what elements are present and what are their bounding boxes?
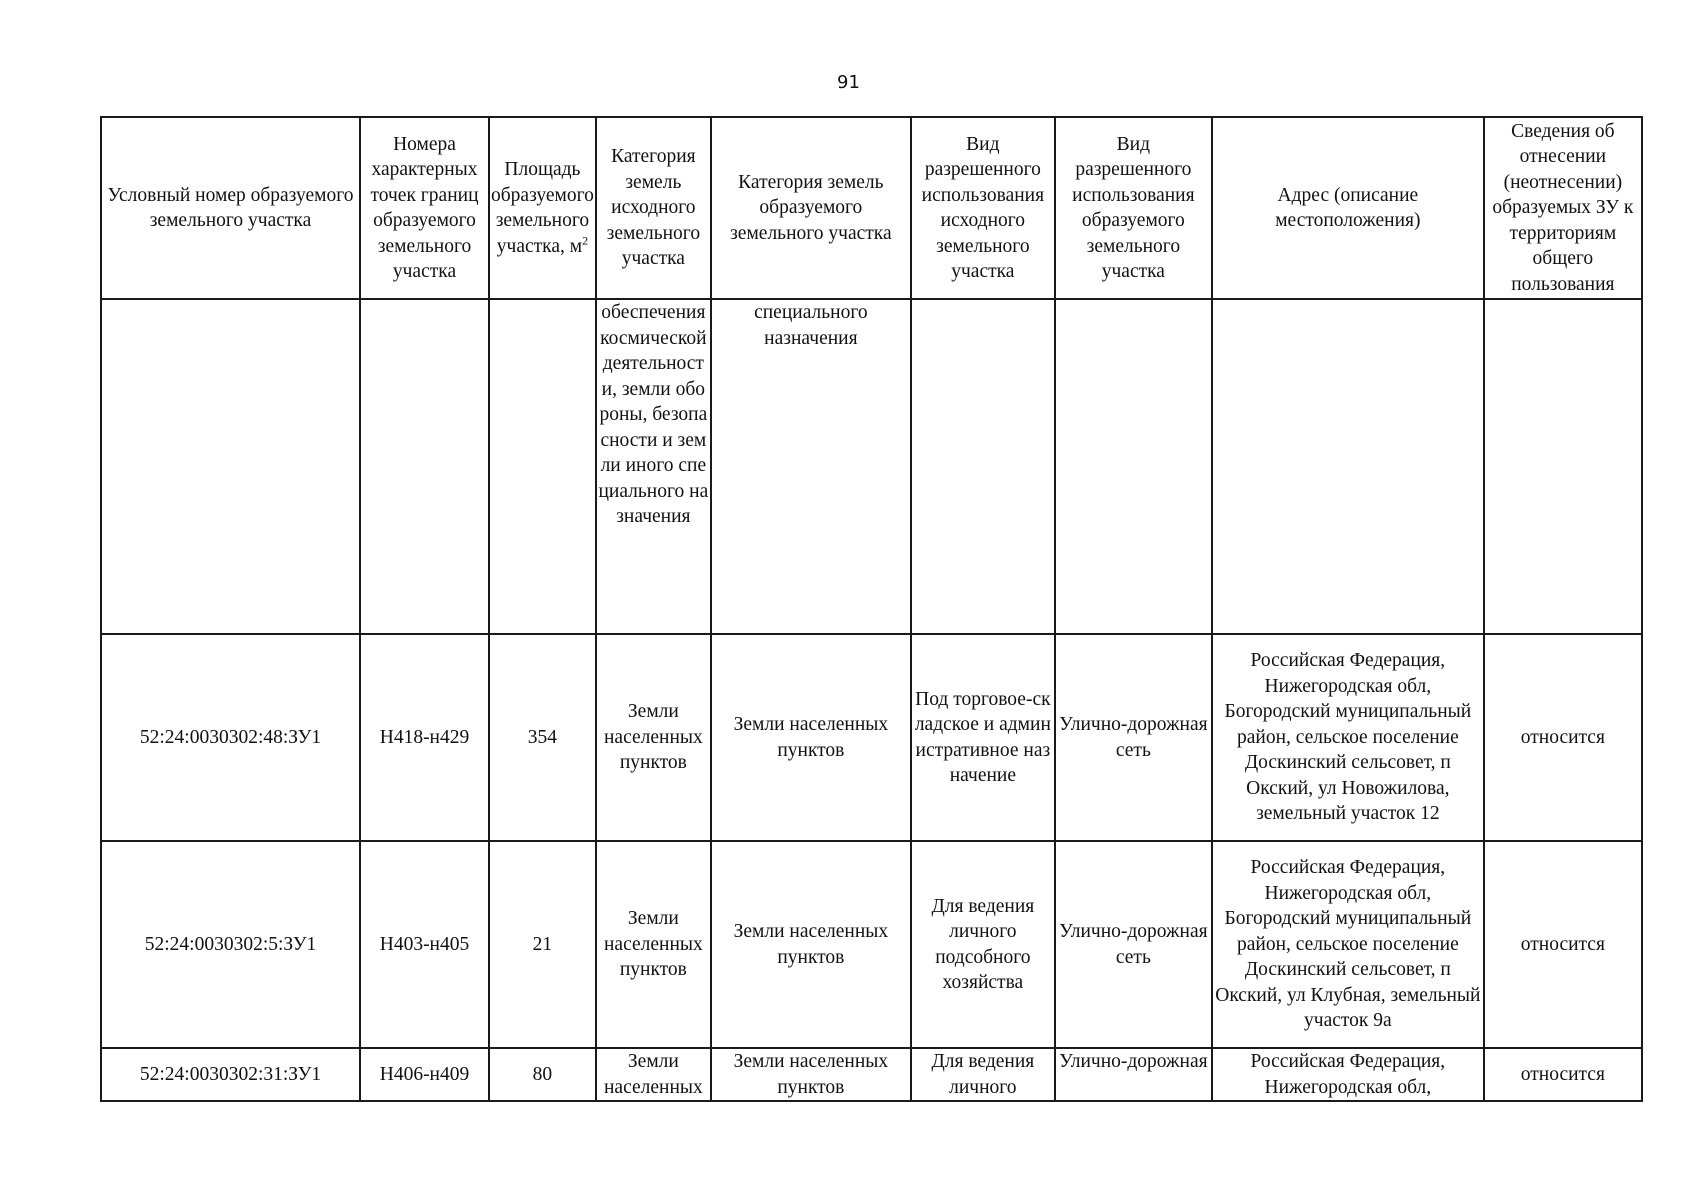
table-row (101, 634, 1642, 841)
cell-address (1212, 299, 1484, 634)
cell-target-category: специального назначения (711, 299, 911, 634)
area-unit-exponent: 2 (582, 233, 589, 247)
cell-boundary-points: Н403-н405 (360, 841, 489, 1048)
header-plot-number: Условный номер образуемого земельного участка (101, 117, 360, 299)
cell-source-use: Для ведения личного (911, 1048, 1055, 1101)
cell-source-category: Земли населенных пунктов (596, 634, 711, 841)
cell-target-category: Земли населенных пунктов (711, 1048, 911, 1101)
cell-plot-number: 52:24:0030302:31:ЗУ1 (101, 1048, 360, 1101)
header-public-use: Сведения об отнесении (неотнесении) образуемых ЗУ к территориям общего пользования (1484, 117, 1642, 299)
cell-source-category: Земли населенных пунктов (596, 841, 711, 1048)
cell-plot-number: 52:24:0030302:5:ЗУ1 (101, 841, 360, 1048)
table-row (101, 841, 1642, 1048)
cell-source-use: Для ведения личного подсобного хозяйства (911, 841, 1055, 1048)
table-row-continuation (101, 299, 1642, 634)
header-target-use: Вид разрешенного использования образуемого земельного участка (1055, 117, 1212, 299)
cell-plot-number (101, 299, 360, 634)
header-source-use: Вид разрешенного использования исходного земельного участка (911, 117, 1055, 299)
cell-target-use (1055, 299, 1212, 634)
cell-boundary-points (360, 299, 489, 634)
cell-address: Российская Федерация, Нижегородская обл, (1212, 1048, 1484, 1101)
cell-plot-number: 52:24:0030302:48:ЗУ1 (101, 634, 360, 841)
cell-address: Российская Федерация, Нижегородская обл, Богородский муниципальный район, сельское поселение Доскинский сельсовет, п Окский, ул Новожилова, земельный участок 12 (1212, 634, 1484, 841)
header-boundary-points: Номера характерных точек границ образуемого земельного участка (360, 117, 489, 299)
cell-public-use: относится (1484, 1048, 1642, 1101)
cell-area: 354 (489, 634, 596, 841)
cell-boundary-points: Н406-н409 (360, 1048, 489, 1101)
cell-boundary-points: Н418-н429 (360, 634, 489, 841)
table-row (101, 1048, 1642, 1101)
cell-source-use: Под торговое-складское и административное назначение (911, 634, 1055, 841)
table-header-row (101, 117, 1642, 299)
cell-target-category: Земли населенных пунктов (711, 841, 911, 1048)
cell-public-use: относится (1484, 634, 1642, 841)
cell-area (489, 299, 596, 634)
page-number: 91 (837, 72, 860, 93)
cell-target-use: Улично-дорожная (1055, 1048, 1212, 1101)
cell-area: 21 (489, 841, 596, 1048)
cell-area: 80 (489, 1048, 596, 1101)
cell-target-category: Земли населенных пунктов (711, 634, 911, 841)
cell-source-category: обеспечения космической деятельности, земли обороны, безопасности и земли иного специального назначения (596, 299, 711, 634)
cell-target-use: Улично-дорожная сеть (1055, 634, 1212, 841)
land-plots-table (100, 116, 1643, 1102)
header-target-category: Категория земель образуемого земельного участка (711, 117, 911, 299)
cell-source-category: Земли населенных (596, 1048, 711, 1101)
header-area: Площадь образуемого земельного участка, $м^2$ (489, 117, 596, 299)
header-source-category: Категория земель исходного земельного участка (596, 117, 711, 299)
header-address: Адрес (описание местоположения) (1212, 117, 1484, 299)
cell-source-use (911, 299, 1055, 634)
cell-public-use: относится (1484, 841, 1642, 1048)
cell-public-use (1484, 299, 1642, 634)
cell-address: Российская Федерация, Нижегородская обл, Богородский муниципальный район, сельское поселение Доскинский сельсовет, п Окский, ул Клубная, земельный участок 9а (1212, 841, 1484, 1048)
cell-target-use: Улично-дорожная сеть (1055, 841, 1212, 1048)
